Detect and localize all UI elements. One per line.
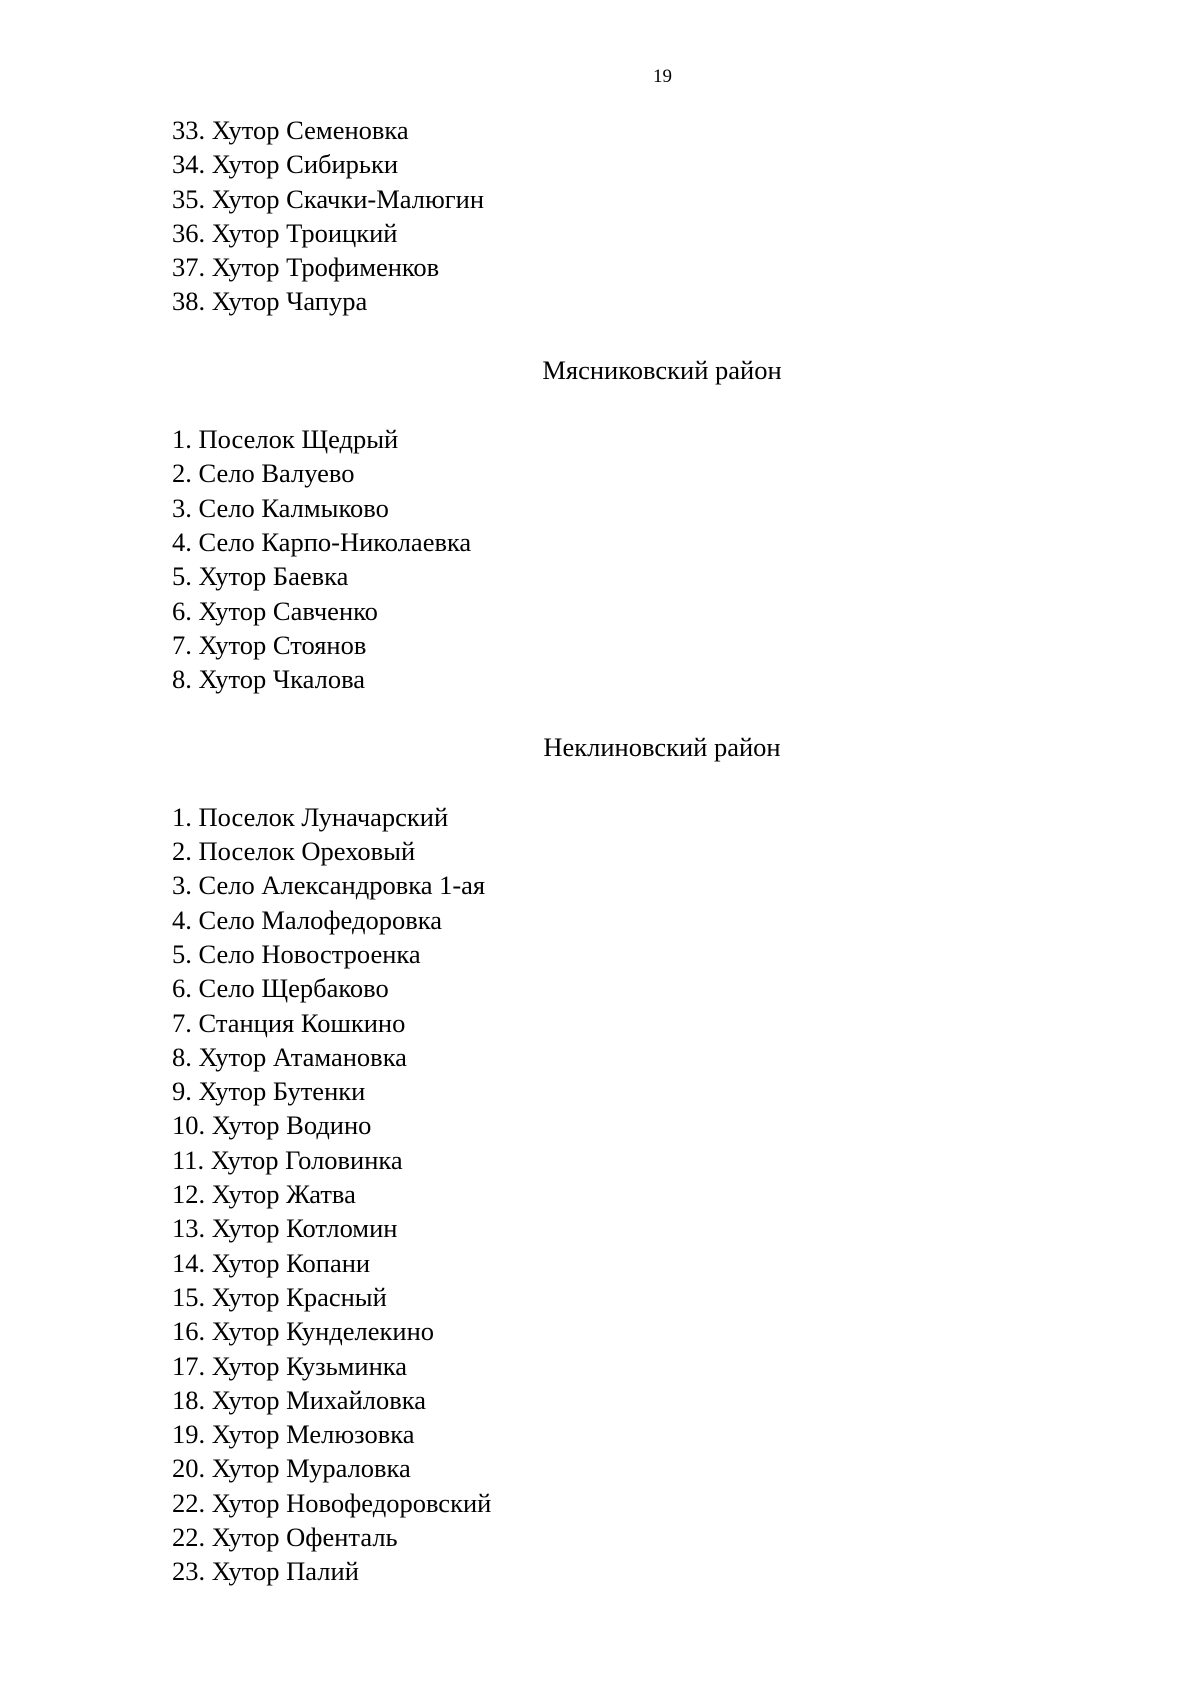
list-item: 8. Хутор Чкалова bbox=[172, 664, 366, 695]
list-item: 35. Хутор Скачки-Малюгин bbox=[172, 183, 485, 214]
list-item: 2. Село Валуево bbox=[172, 458, 355, 489]
list-item: 38. Хутор Чапура bbox=[172, 286, 368, 317]
list-item: 3. Село Александровка 1-ая bbox=[172, 870, 486, 901]
list-item: 3. Село Калмыково bbox=[172, 492, 389, 523]
list-item: 12. Хутор Жатва bbox=[172, 1179, 356, 1210]
list-item: 22. Хутор Новофедоровский bbox=[172, 1487, 492, 1518]
list-item: 1. Поселок Щедрый bbox=[172, 424, 399, 455]
neklinovsky-settlement-list bbox=[172, 800, 1072, 1589]
list-item: 37. Хутор Трофименков bbox=[172, 252, 440, 283]
list-item: 9. Хутор Бутенки bbox=[172, 1076, 366, 1107]
list-item: 4. Село Карпо-Николаевка bbox=[172, 526, 472, 557]
myasnikovsky-settlement-list bbox=[172, 422, 1072, 696]
list-item: 33. Хутор Семеновка bbox=[172, 115, 409, 145]
list-item: 7. Станция Кошкино bbox=[172, 1007, 406, 1038]
list-item: 22. Хутор Офенталь bbox=[172, 1521, 398, 1552]
list-item: 16. Хутор Кунделекино bbox=[172, 1316, 434, 1347]
list-item: 17. Хутор Кузьминка bbox=[172, 1350, 408, 1381]
list-item: 7. Хутор Стоянов bbox=[172, 629, 367, 660]
document-body bbox=[172, 113, 1072, 1589]
list-item: 11. Хутор Головинка bbox=[172, 1144, 403, 1175]
list-item: 5. Хутор Баевка bbox=[172, 561, 349, 592]
section-heading-neklinovsky: Неклиновский район bbox=[543, 732, 781, 763]
list-item: 15. Хутор Красный bbox=[172, 1281, 387, 1312]
page-number: 19 bbox=[653, 66, 672, 87]
list-item: 2. Поселок Ореховый bbox=[172, 836, 416, 867]
list-item: 13. Хутор Котломин bbox=[172, 1213, 398, 1244]
list-item: 4. Село Малофедоровка bbox=[172, 904, 442, 935]
list-item: 10. Хутор Водино bbox=[172, 1110, 372, 1141]
list-item: 23. Хутор Палий bbox=[172, 1556, 359, 1587]
continued-settlement-list bbox=[172, 113, 1072, 319]
list-item: 14. Хутор Копани bbox=[172, 1247, 371, 1278]
list-item: 20. Хутор Мураловка bbox=[172, 1453, 411, 1484]
list-item: 34. Хутор Сибирьки bbox=[172, 149, 399, 180]
list-item: 6. Хутор Савченко bbox=[172, 595, 378, 626]
section-heading-myasnikovsky: Мясниковский район bbox=[542, 354, 782, 385]
list-item: 8. Хутор Атамановка bbox=[172, 1041, 407, 1072]
list-item: 6. Село Щербаково bbox=[172, 973, 389, 1004]
list-item: 18. Хутор Михайловка bbox=[172, 1384, 426, 1415]
list-item: 19. Хутор Мелюзовка bbox=[172, 1419, 415, 1450]
list-item: 36. Хутор Троицкий bbox=[172, 217, 398, 248]
list-item: 5. Село Новостроенка bbox=[172, 938, 421, 969]
list-item: 1. Поселок Луначарский bbox=[172, 801, 449, 832]
